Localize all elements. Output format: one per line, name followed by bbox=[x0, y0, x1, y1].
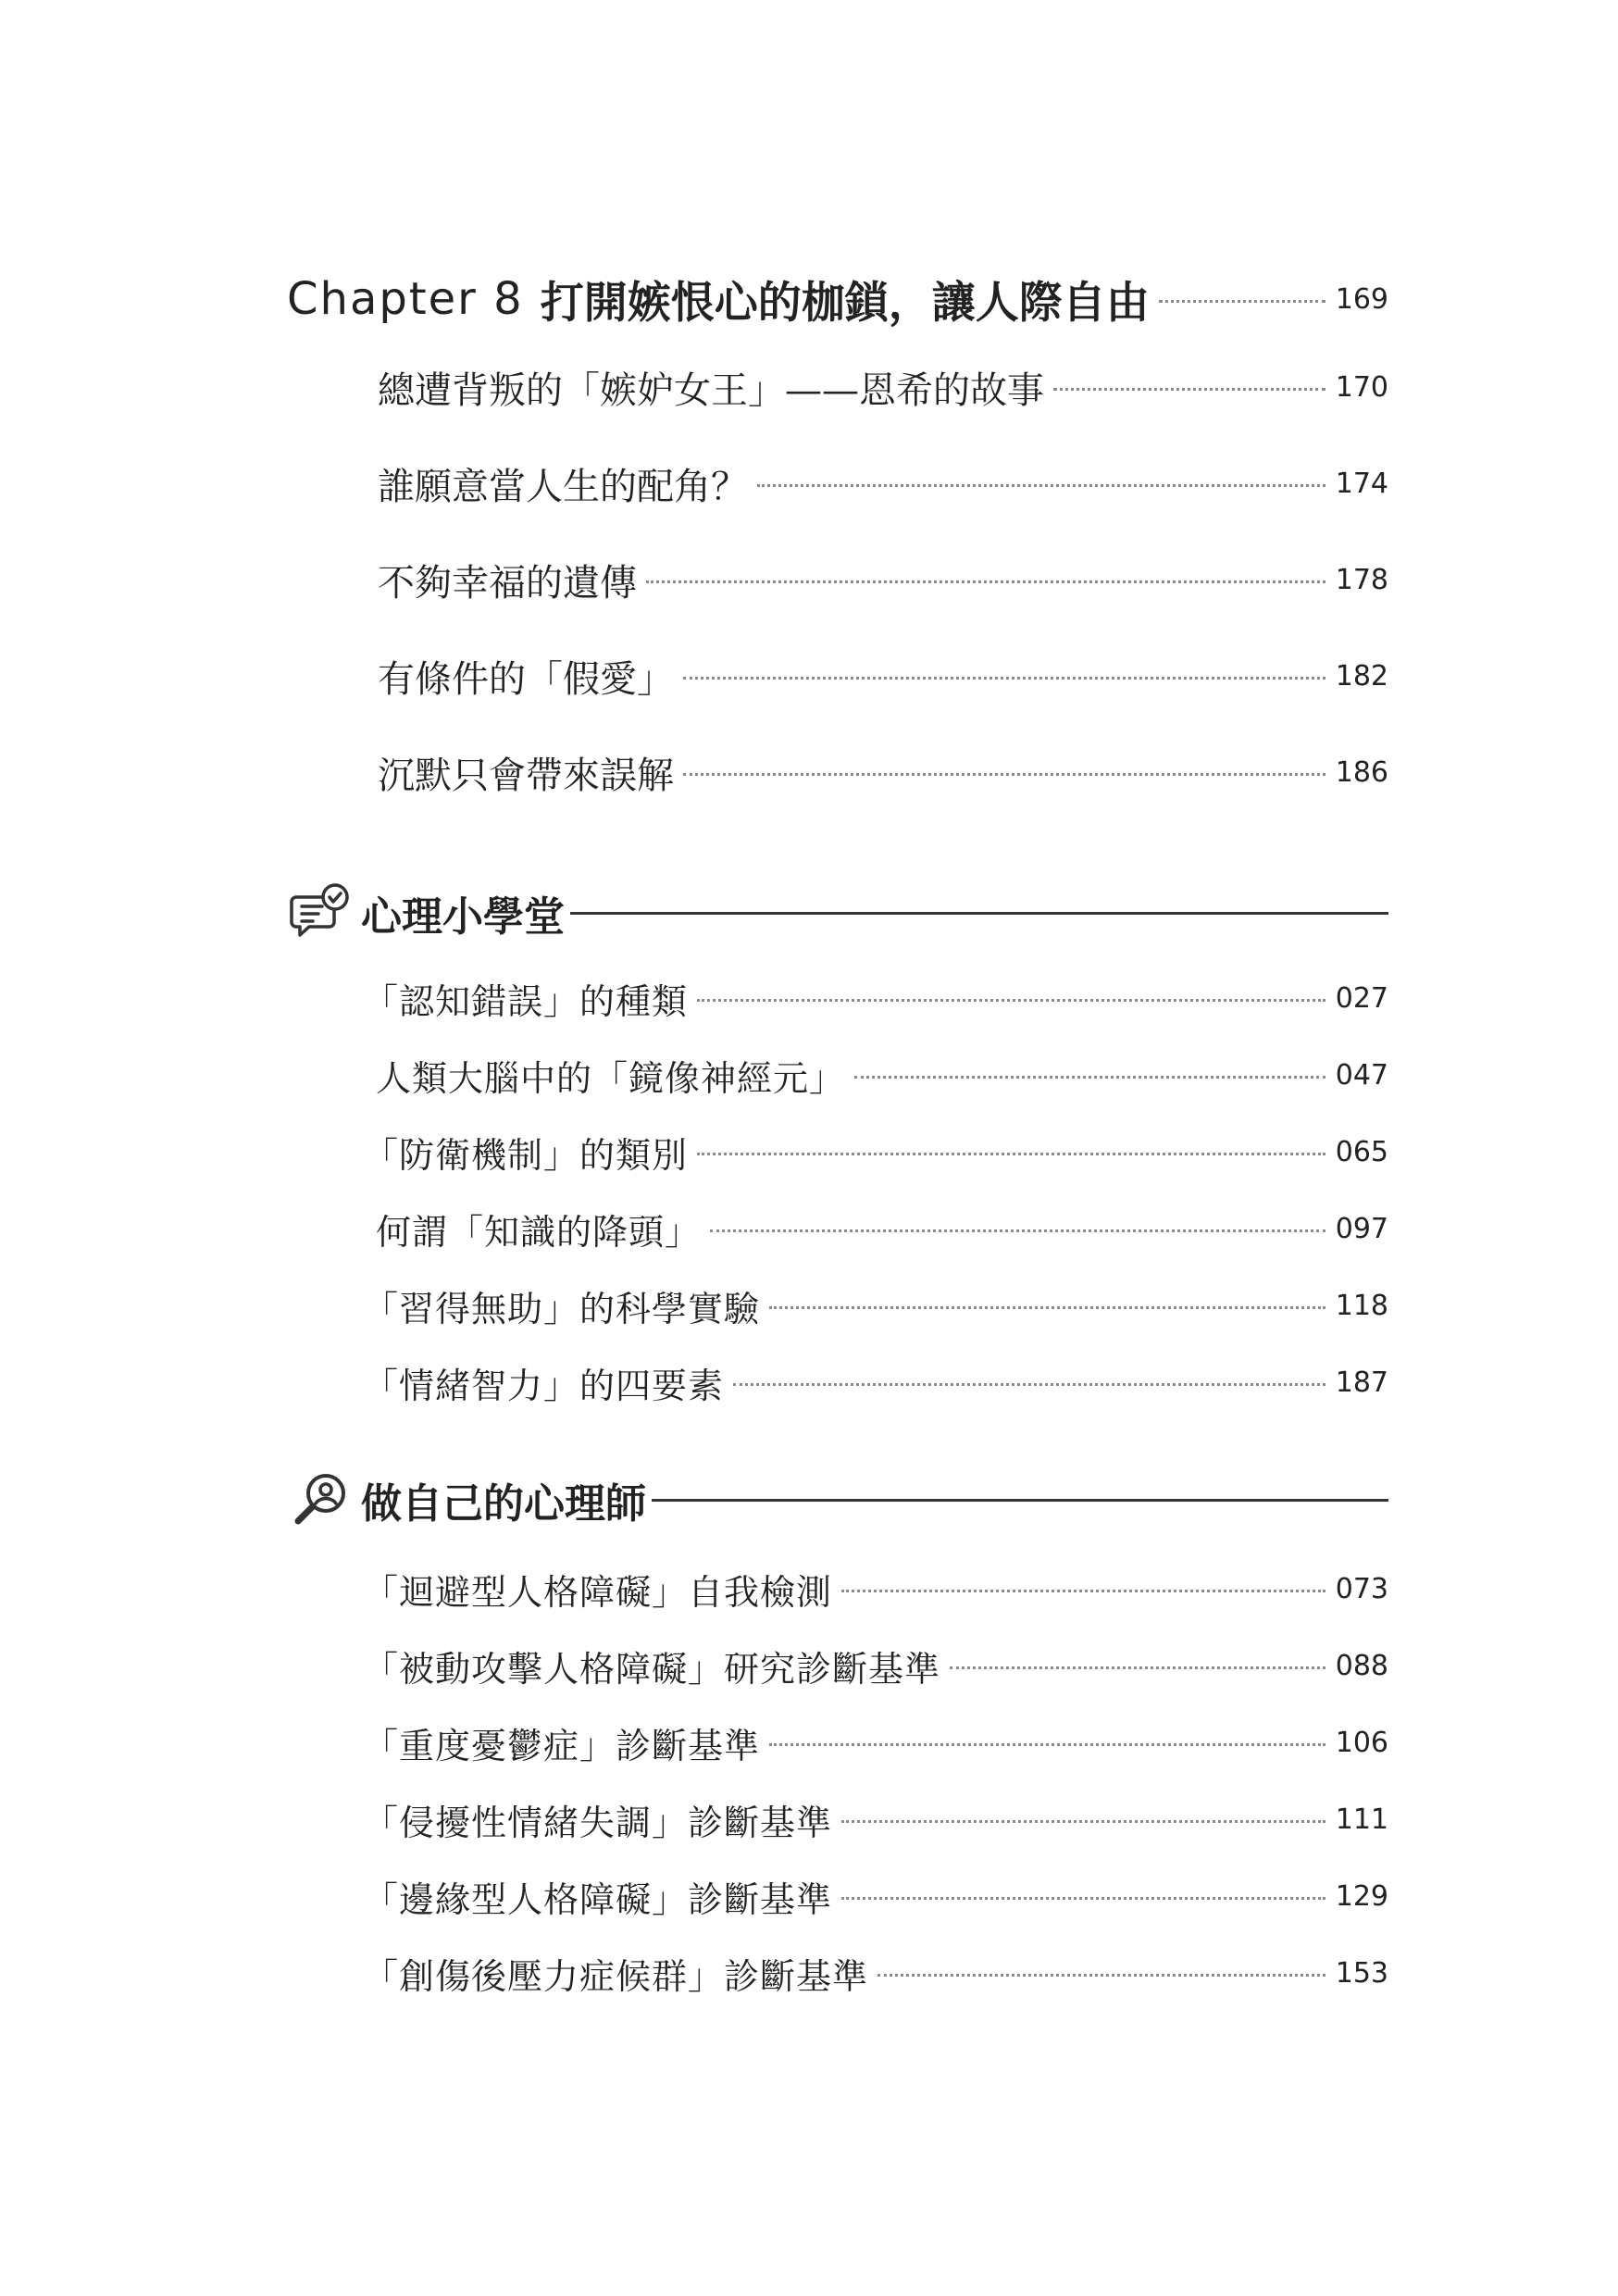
toc-entry[interactable] bbox=[363, 970, 1388, 1026]
leader-dots bbox=[683, 773, 1326, 776]
page-number: 170 bbox=[1335, 370, 1388, 404]
section-title: 心理小學堂 bbox=[361, 893, 565, 941]
magnifier-person-icon bbox=[287, 1466, 355, 1534]
toc-entry[interactable] bbox=[363, 1561, 1388, 1616]
page-number: 106 bbox=[1335, 1726, 1388, 1759]
leader-dots bbox=[841, 1897, 1326, 1900]
chapter-heading[interactable] bbox=[287, 267, 1388, 331]
page-number: 118 bbox=[1335, 1289, 1388, 1322]
toc-entry[interactable] bbox=[378, 648, 1388, 704]
toc-entry[interactable] bbox=[363, 1791, 1388, 1847]
toc-entry[interactable] bbox=[363, 1124, 1388, 1179]
toc-entry[interactable] bbox=[378, 359, 1388, 415]
leader-dots bbox=[1053, 388, 1326, 391]
entry-title: 「情緒智力」的四要素 bbox=[363, 1365, 725, 1406]
section-rule bbox=[652, 1499, 1388, 1502]
entry-title: 「重度憂鬱症」診斷基準 bbox=[363, 1725, 761, 1766]
leader-dots bbox=[757, 484, 1326, 487]
page-number: 186 bbox=[1335, 755, 1388, 789]
entry-title: 「習得無助」的科學實驗 bbox=[363, 1288, 761, 1329]
entry-title: 沉默只會帶來誤解 bbox=[378, 754, 674, 797]
page-number: 097 bbox=[1335, 1212, 1388, 1245]
leader-dots bbox=[710, 1229, 1326, 1232]
toc-entry[interactable] bbox=[378, 552, 1388, 607]
entry-title: 「防衛機制」的類別 bbox=[363, 1134, 689, 1176]
toc-entry[interactable] bbox=[363, 1945, 1388, 2001]
toc-entry[interactable] bbox=[363, 1354, 1388, 1410]
toc-entry[interactable] bbox=[363, 1047, 1388, 1103]
page-number: 169 bbox=[1335, 282, 1388, 316]
page-number: 073 bbox=[1335, 1572, 1388, 1605]
chapter-title: 打開嫉恨心的枷鎖，讓人際自由 bbox=[540, 277, 1150, 329]
toc-entry[interactable] bbox=[363, 1868, 1388, 1924]
section-heading-classroom bbox=[287, 876, 1388, 950]
page-number: 153 bbox=[1335, 1956, 1388, 1990]
leader-dots bbox=[1159, 300, 1326, 303]
entry-title: 有條件的「假愛」 bbox=[378, 657, 674, 701]
page-number: 065 bbox=[1335, 1135, 1388, 1168]
leader-dots bbox=[769, 1306, 1326, 1309]
leader-dots bbox=[683, 677, 1326, 680]
toc-entry[interactable] bbox=[363, 1715, 1388, 1770]
leader-dots bbox=[854, 1076, 1326, 1079]
leader-dots bbox=[950, 1666, 1326, 1669]
speech-bubble-check-icon bbox=[287, 879, 355, 947]
entry-title: 「被動攻擊人格障礙」研究診斷基準 bbox=[363, 1648, 941, 1690]
entry-title: 不夠幸福的遺傳 bbox=[378, 561, 637, 605]
section-title: 做自己的心理師 bbox=[361, 1480, 646, 1528]
toc-entry[interactable] bbox=[378, 744, 1388, 800]
page-number: 174 bbox=[1335, 467, 1388, 500]
page-number: 129 bbox=[1335, 1879, 1388, 1913]
toc-entry[interactable] bbox=[363, 1638, 1388, 1693]
chapter-label: Chapter 8 bbox=[287, 273, 524, 325]
leader-dots bbox=[769, 1743, 1326, 1746]
leader-dots bbox=[841, 1590, 1326, 1592]
section-heading-self bbox=[287, 1463, 1388, 1537]
page-number: 027 bbox=[1335, 981, 1388, 1015]
entry-title: 「認知錯誤」的種類 bbox=[363, 980, 689, 1022]
toc-entry[interactable] bbox=[378, 455, 1388, 511]
leader-dots bbox=[733, 1383, 1326, 1386]
page-number: 088 bbox=[1335, 1649, 1388, 1682]
page-number: 182 bbox=[1335, 659, 1388, 693]
page-number: 111 bbox=[1335, 1803, 1388, 1836]
leader-dots bbox=[841, 1820, 1326, 1823]
entry-title: 「迴避型人格障礙」自我檢測 bbox=[363, 1571, 833, 1613]
page-number: 047 bbox=[1335, 1058, 1388, 1092]
leader-dots bbox=[877, 1974, 1326, 1977]
section-rule bbox=[570, 912, 1388, 915]
leader-dots bbox=[697, 999, 1326, 1002]
page-number: 178 bbox=[1335, 563, 1388, 596]
entry-title: 「創傷後壓力症候群」診斷基準 bbox=[363, 1955, 869, 1997]
entry-title: 「侵擾性情緒失調」診斷基準 bbox=[363, 1802, 833, 1843]
entry-title: 總遭背叛的「嫉妒女王」——恩希的故事 bbox=[378, 368, 1044, 412]
entry-title: 何謂「知識的降頭」 bbox=[376, 1211, 702, 1253]
toc-entry[interactable] bbox=[363, 1201, 1388, 1256]
entry-title: 人類大腦中的「鏡像神經元」 bbox=[376, 1057, 846, 1099]
page-number: 187 bbox=[1335, 1366, 1388, 1399]
toc-entry[interactable] bbox=[363, 1278, 1388, 1333]
leader-dots bbox=[697, 1153, 1326, 1155]
entry-title: 「邊緣型人格障礙」診斷基準 bbox=[363, 1878, 833, 1920]
leader-dots bbox=[646, 580, 1326, 583]
entry-title: 誰願意當人生的配角？ bbox=[378, 465, 748, 508]
